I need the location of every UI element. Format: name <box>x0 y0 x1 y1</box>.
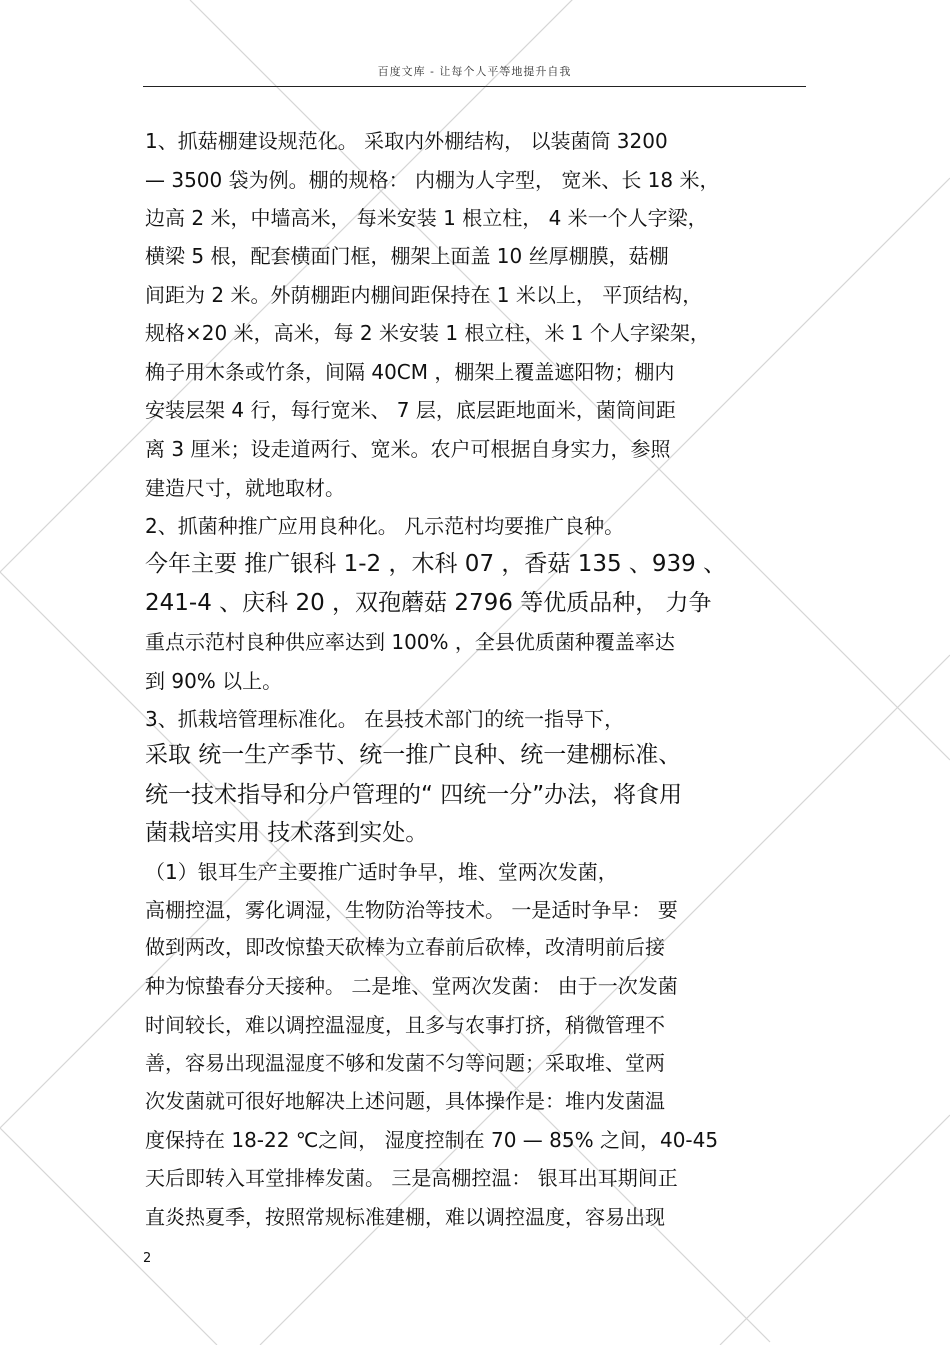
text-line: 间距为 2 米。外荫棚距内棚间距保持在 1 米以上， 平顶结构， <box>145 283 703 307</box>
text-line: 做到两改，即改惊蛰天砍棒为立春前后砍棒，改清明前后接 <box>145 935 665 959</box>
text-line: 种为惊蛰春分天接种。 二是堆、堂两次发菌： 由于一次发菌 <box>145 974 678 998</box>
text-line: 1、抓菇棚建设规范化。 采取内外棚结构， 以装菌筒 3200 <box>145 129 668 153</box>
text-line: 2、抓菌种推广应用良种化。 凡示范村均要推广良种。 <box>145 514 625 538</box>
text-line: 离 3 厘米；设走道两行、宽米。农户可根据自身实力，参照 <box>145 437 671 461</box>
text-line: 今年主要 推广银科 1-2 ，木科 07 ，香菇 135 、939 、 <box>145 551 727 577</box>
header-divider <box>143 86 806 87</box>
text-line: 度保持在 18-22 ℃之间， 湿度控制在 70 — 85% 之间，40-45 <box>145 1128 719 1152</box>
text-line: 善，容易出现温湿度不够和发菌不匀等问题；采取堆、堂两 <box>145 1051 665 1075</box>
text-line: （1）银耳生产主要推广适时争早，堆、堂两次发菌， <box>145 860 618 884</box>
text-line: 重点示范村良种供应率达到 100% ，全县优质菌种覆盖率达 <box>145 630 675 654</box>
text-line: 241-4 、庆科 20 ，双孢蘑菇 2796 等优质品种， 力争 <box>145 590 712 616</box>
text-line: — 3500 袋为例。棚的规格： 内棚为人字型， 宽米、长 18 米， <box>145 168 720 192</box>
text-line: 边高 2 米，中墙高米， 每米安装 1 根立柱， 4 米一个人字梁， <box>145 206 708 230</box>
text-line: 安装层架 4 行，每行宽米、 7 层，底层距地面米，菌筒间距 <box>145 398 676 422</box>
page-number: 2 <box>143 1251 152 1266</box>
text-line: 菌栽培实用 技术落到实处。 <box>145 820 429 846</box>
text-line: 直炎热夏季，按照常规标准建棚，难以调控温度，容易出现 <box>145 1205 665 1229</box>
text-line: 横梁 5 根，配套横面门框，棚架上面盖 10 丝厚棚膜，菇棚 <box>145 244 669 268</box>
page-header: 百度文库 - 让每个人平等地提升自我 <box>377 65 572 78</box>
text-line: 天后即转入耳堂排棒发菌。 三是高棚控温： 银耳出耳期间正 <box>145 1166 678 1190</box>
text-line: 桷子用木条或竹条，间隔 40CM ，棚架上覆盖遮阳物；棚内 <box>145 360 675 384</box>
text-line: 次发菌就可很好地解决上述问题，具体操作是：堆内发菌温 <box>145 1089 665 1113</box>
text-line: 时间较长，难以调控温湿度，且多与农事打挤，稍微管理不 <box>145 1013 665 1037</box>
text-line: 建造尺寸，就地取材。 <box>145 476 345 500</box>
text-line: 高棚控温，雾化调湿，生物防治等技术。 一是适时争早： 要 <box>145 898 678 922</box>
text-line: 采取 统一生产季节、统一推广良种、统一建棚标准、 <box>145 742 682 768</box>
text-line: 规格×20 米，高米，每 2 米安装 1 根立柱，米 1 个人字梁架， <box>145 321 710 345</box>
text-line: 到 90% 以上。 <box>145 669 283 693</box>
text-line: 3、抓栽培管理标准化。 在县技术部门的统一指导下， <box>145 707 625 731</box>
text-line: 统一技术指导和分户管理的“ 四统一分”办法，将食用 <box>145 782 683 808</box>
